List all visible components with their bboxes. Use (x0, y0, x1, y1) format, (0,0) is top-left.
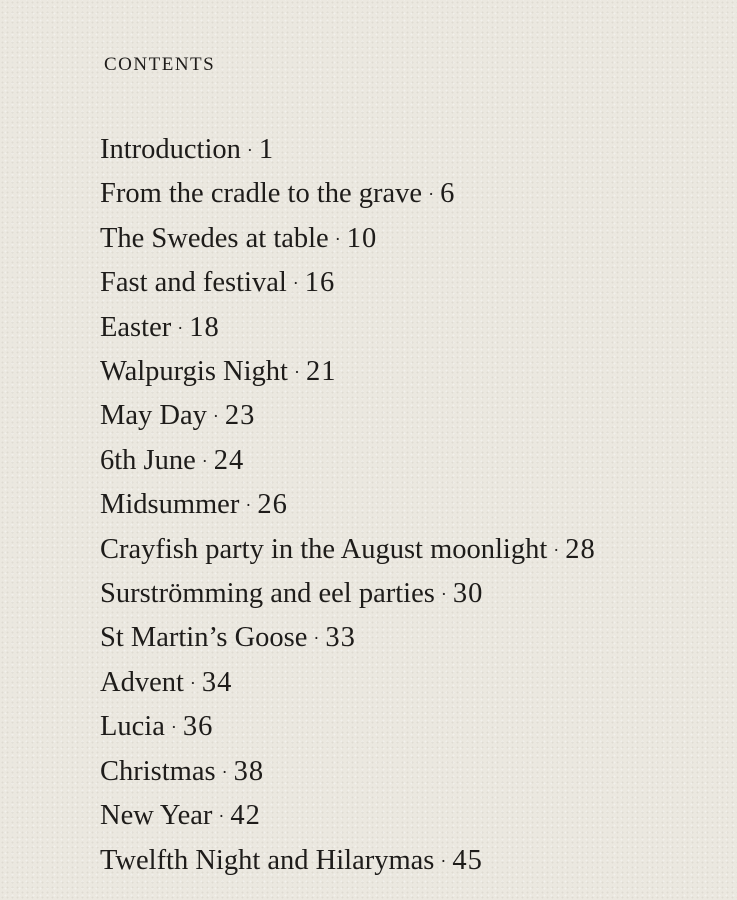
toc-entry-title: Christmas (100, 755, 216, 787)
toc-entry-page: 34 (201, 666, 233, 698)
toc-entry-title: New Year (100, 800, 213, 832)
toc-entry[interactable] (100, 529, 596, 573)
toc-entry[interactable] (100, 173, 596, 217)
toc-entry-page: 30 (452, 578, 484, 610)
toc-entry-title: Walpurgis Night (100, 356, 288, 388)
toc-entry[interactable] (100, 262, 596, 306)
contents-heading: CONTENTS (104, 54, 216, 75)
toc-entry-page: 10 (346, 222, 378, 254)
toc-entry-title: Introduction (100, 134, 241, 165)
toc-separator: · (212, 406, 219, 427)
toc-separator: · (170, 717, 177, 738)
toc-entry-title: 6th June (100, 444, 196, 476)
toc-separator: · (201, 450, 208, 471)
toc-entry[interactable] (100, 484, 596, 528)
toc-entry-page: 21 (305, 356, 337, 388)
toc-entry[interactable] (100, 351, 596, 395)
toc-entry-page: 33 (325, 622, 356, 654)
toc-entry[interactable] (100, 440, 596, 484)
toc-entry-page: 42 (230, 800, 261, 832)
toc-entry-page: 16 (304, 267, 336, 299)
toc-separator: · (246, 140, 253, 160)
toc-separator: · (293, 362, 300, 383)
toc-separator: · (292, 273, 299, 294)
toc-separator: · (189, 672, 196, 693)
toc-entry-page: 23 (224, 400, 256, 432)
toc-entry-title: Midsummer (100, 489, 240, 521)
toc-entry[interactable] (100, 706, 596, 750)
toc-entry-page: 28 (565, 533, 596, 565)
toc-entry-page: 45 (452, 844, 483, 876)
toc-entry[interactable] (100, 573, 596, 617)
toc-separator: · (553, 539, 560, 560)
toc-entry-title: Surströmming and eel parties (100, 578, 435, 610)
toc-entry[interactable] (100, 395, 596, 439)
toc-separator: · (334, 228, 341, 249)
table-of-contents (100, 129, 596, 884)
toc-entry[interactable] (100, 129, 596, 173)
toc-entry-title: May Day (100, 400, 207, 432)
toc-entry-title: St Martin’s Goose (100, 622, 308, 654)
toc-separator: · (218, 806, 225, 827)
toc-entry[interactable] (100, 307, 596, 351)
toc-entry-title: Advent (100, 666, 184, 698)
toc-entry-title: Crayfish party in the August moonlight (100, 533, 548, 565)
toc-entry-page: 36 (182, 711, 214, 743)
toc-entry-page: 24 (213, 444, 245, 476)
toc-entry[interactable] (100, 662, 596, 706)
toc-separator: · (245, 495, 252, 516)
toc-separator: · (221, 761, 228, 782)
toc-entry-page: 26 (257, 489, 288, 521)
toc-entry[interactable] (100, 751, 596, 795)
toc-entry[interactable] (100, 840, 596, 884)
toc-entry-title: The Swedes at table (100, 222, 329, 254)
toc-separator: · (177, 317, 184, 338)
toc-separator: · (313, 628, 320, 649)
toc-entry-page: 38 (233, 755, 265, 787)
toc-entry-title: Twelfth Night and Hilarymas (100, 844, 435, 876)
toc-separator: · (428, 184, 435, 205)
toc-entry-title: Easter (100, 311, 172, 343)
toc-entry-title: From the cradle to the grave (100, 178, 423, 210)
toc-separator: · (440, 584, 447, 605)
toc-entry[interactable] (100, 617, 596, 661)
toc-separator: · (440, 850, 447, 871)
toc-entry-page: 6 (440, 178, 456, 210)
toc-entry-title: Lucia (100, 711, 165, 743)
toc-entry-page: 18 (189, 311, 220, 343)
toc-entry[interactable] (100, 795, 596, 839)
toc-entry[interactable] (100, 218, 596, 262)
toc-entry-page: 1 (258, 134, 275, 165)
toc-entry-title: Fast and festival (100, 267, 287, 299)
